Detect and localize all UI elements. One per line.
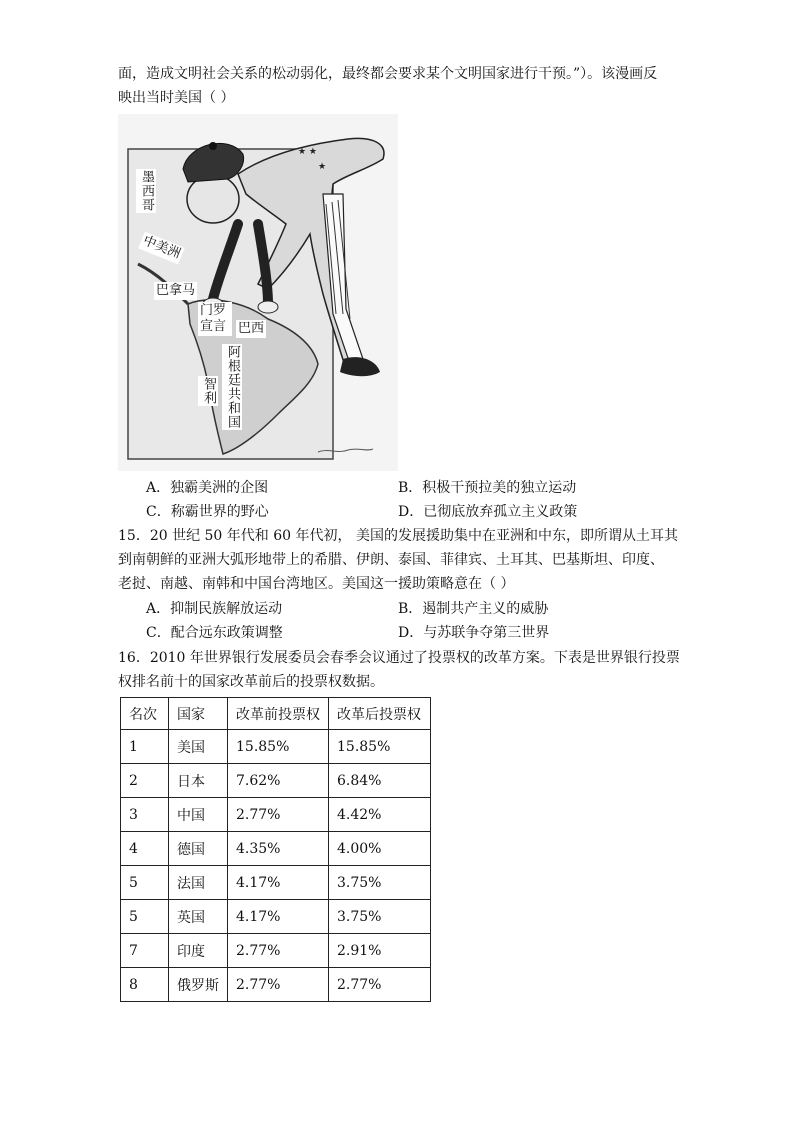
cell-before: 7.62%	[228, 764, 329, 798]
cell-rank: 8	[121, 968, 169, 1002]
cell-after: 3.75%	[329, 866, 431, 900]
table-row	[121, 798, 431, 832]
cell-before: 4.17%	[228, 866, 329, 900]
table-header-row	[121, 698, 431, 730]
q14-option-d: D．已彻底放弃孤立主义政策	[398, 504, 578, 520]
cell-rank: 3	[121, 798, 169, 832]
svg-text:★ ★: ★ ★	[298, 147, 317, 157]
table-row	[121, 968, 431, 1002]
q14-option-a: A．独霸美洲的企图	[146, 480, 269, 496]
cell-rank: 1	[121, 730, 169, 764]
cell-before: 4.17%	[228, 900, 329, 934]
cell-country: 美国	[169, 730, 228, 764]
header-before: 改革前投票权	[228, 698, 329, 730]
cell-rank: 4	[121, 832, 169, 866]
cell-before: 2.77%	[228, 968, 329, 1002]
q14-option-c: C．称霸世界的野心	[146, 504, 269, 520]
svg-text:★: ★	[318, 162, 327, 172]
header-after: 改革后投票权	[329, 698, 431, 730]
cell-after: 6.84%	[329, 764, 431, 798]
cell-country: 俄罗斯	[169, 968, 228, 1002]
cell-after: 15.85%	[329, 730, 431, 764]
table-row	[121, 730, 431, 764]
q15-option-a: A．抑制民族解放运动	[146, 601, 283, 617]
political-cartoon	[118, 114, 398, 471]
cell-country: 中国	[169, 798, 228, 832]
q15-stem-line3: 老挝、南越、南韩和中国台湾地区。美国这一援助策略意在（ ）	[118, 576, 515, 592]
q14-intro-line2: 映出当时美国（ ）	[118, 90, 235, 106]
cell-rank: 7	[121, 934, 169, 968]
cell-after: 4.00%	[329, 832, 431, 866]
label-central-america: 中美洲	[138, 232, 185, 265]
cell-country: 法国	[169, 866, 228, 900]
table-row	[121, 866, 431, 900]
label-monroe-doctrine: 门罗宣言	[198, 302, 232, 336]
cell-before: 2.77%	[228, 934, 329, 968]
cell-before: 2.77%	[228, 798, 329, 832]
label-mexico: 墨西哥	[136, 169, 156, 213]
label-panama: 巴拿马	[156, 283, 196, 298]
q15-option-c: C．配合远东政策调整	[146, 625, 283, 641]
header-rank: 名次	[121, 698, 169, 730]
cell-rank: 2	[121, 764, 169, 798]
cell-before: 15.85%	[228, 730, 329, 764]
cell-after: 2.91%	[329, 934, 431, 968]
cell-before: 4.35%	[228, 832, 329, 866]
cell-after: 3.75%	[329, 900, 431, 934]
voting-rights-table	[120, 697, 431, 1002]
label-argentina: 阿根廷共和国	[222, 344, 242, 430]
cell-rank: 5	[121, 866, 169, 900]
cell-country: 德国	[169, 832, 228, 866]
q15-stem-line2: 到南朝鲜的亚洲大弧形地带上的希腊、伊朗、泰国、菲律宾、土耳其、巴基斯坦、印度、	[118, 552, 664, 568]
cell-country: 英国	[169, 900, 228, 934]
table-row	[121, 934, 431, 968]
q16-stem-line1: 16．2010 年世界银行发展委员会春季会议通过了投票权的改革方案。下表是世界银行投票	[118, 650, 680, 666]
q16-stem-line2: 权排名前十的国家改革前后的投票权数据。	[118, 674, 384, 690]
cell-country: 印度	[169, 934, 228, 968]
q14-intro-line1: 面，造成文明社会关系的松动弱化，最终都会要求某个文明国家进行干预。”）。该漫画反	[118, 66, 658, 82]
table-row	[121, 764, 431, 798]
cell-after: 4.42%	[329, 798, 431, 832]
q15-stem-line1: 15．20 世纪 50 年代和 60 年代初， 美国的发展援助集中在亚洲和中东，即所谓从土耳其	[118, 528, 678, 544]
cell-country: 日本	[169, 764, 228, 798]
q14-option-b: B．积极干预拉美的独立运动	[398, 480, 577, 496]
cell-after: 2.77%	[329, 968, 431, 1002]
table-row	[121, 900, 431, 934]
label-brazil: 巴西	[238, 321, 265, 336]
table-row	[121, 832, 431, 866]
q15-option-b: B．遏制共产主义的威胁	[398, 601, 549, 617]
cell-rank: 5	[121, 900, 169, 934]
label-chile: 智利	[198, 376, 218, 406]
q15-option-d: D．与苏联争夺第三世界	[398, 625, 550, 641]
header-country: 国家	[169, 698, 228, 730]
